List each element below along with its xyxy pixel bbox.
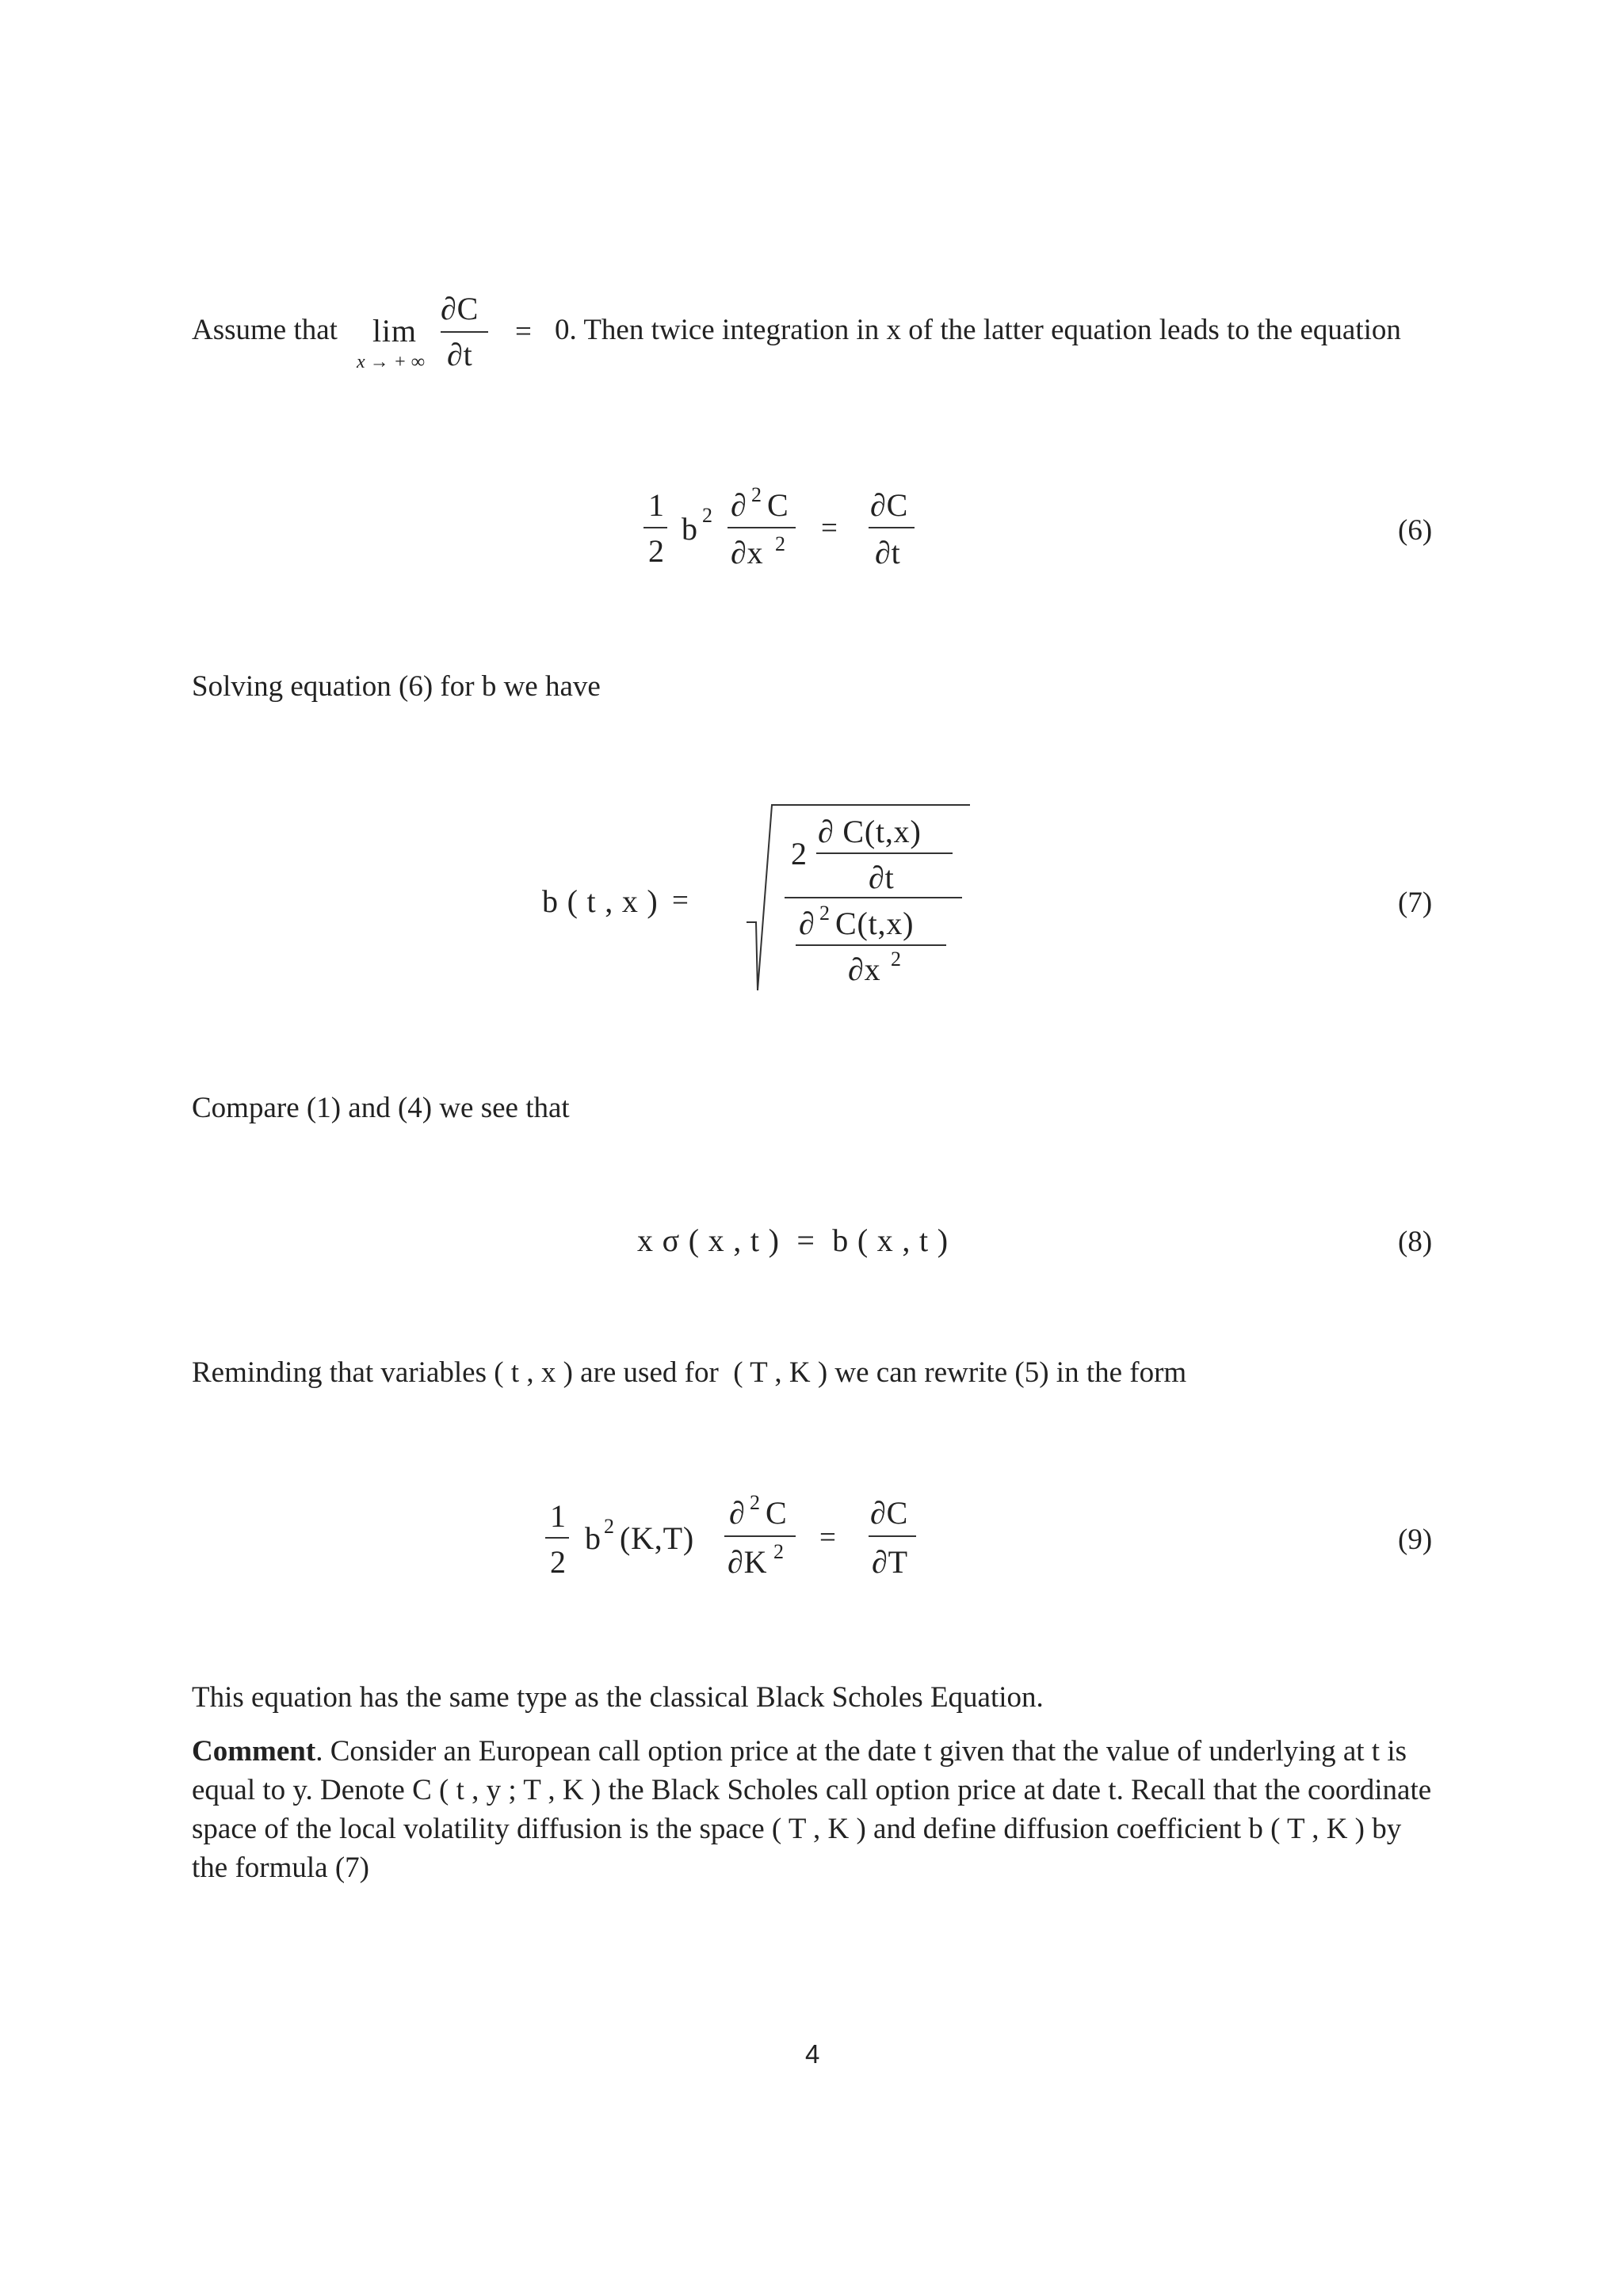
eq9-d2-numerator-partial: ∂ <box>729 1495 746 1531</box>
eq9-b-exponent: 2 <box>604 1515 614 1538</box>
eq6-d2-numerator-exponent: 2 <box>751 483 762 506</box>
eq7-top-denominator: ∂t <box>869 860 895 895</box>
eq9-equals: = <box>819 1521 836 1554</box>
eq6-b: b <box>682 511 698 547</box>
assume-text: Assume that <box>192 314 338 346</box>
lim-operator: lim <box>372 313 417 349</box>
equation-6-number: (6) <box>1398 514 1433 547</box>
eq6-equals: = <box>821 512 838 544</box>
eq7-main-bar <box>785 897 962 898</box>
eq7-equals: = <box>672 884 689 917</box>
equation-8: x σ ( x , t ) = b ( x , t ) <box>637 1222 949 1258</box>
lim-fraction-denominator: ∂t <box>447 337 473 372</box>
lim-equals: = <box>515 315 532 348</box>
page-number: 4 <box>805 2039 820 2069</box>
same-type-text: This equation has the same type as the classical Black Scholes Equation. <box>192 1681 1044 1714</box>
eq7-bottom-denominator: ∂x <box>848 952 881 987</box>
eq6-half-denominator: 2 <box>648 533 665 569</box>
eq9-b: b <box>585 1520 601 1556</box>
eq9-b-args: (K,T) <box>620 1520 694 1556</box>
eq7-top-bar <box>816 852 953 854</box>
eq9-rhs-bar <box>869 1535 916 1537</box>
equation-7-number: (7) <box>1398 887 1433 919</box>
eq6-half-bar <box>643 527 667 528</box>
eq9-d2-numerator-c: C <box>766 1495 788 1531</box>
eq6-rhs-bar <box>869 527 915 528</box>
eq7-bottom-numerator-c: C(t,x) <box>835 906 915 941</box>
eq9-d2-denominator: ∂K <box>727 1544 768 1580</box>
eq6-d2-numerator-partial: ∂ <box>731 487 747 523</box>
assume-rest-text: 0. Then twice integration in x of the latter equation leads to the equation <box>555 314 1401 346</box>
eq7-bottom-numerator-partial: ∂ <box>799 906 815 941</box>
reminding-text: Reminding that variables ( t , x ) are used for ( T , K ) we can rewrite (5) in the form <box>192 1356 1187 1389</box>
eq6-half-numerator: 1 <box>648 487 665 523</box>
lim-fraction-bar <box>441 331 488 333</box>
eq9-rhs-denominator: ∂T <box>872 1544 908 1580</box>
eq9-half-bar <box>545 1537 569 1539</box>
eq6-rhs-numerator: ∂C <box>870 487 909 523</box>
eq6-d2-denominator-exponent: 2 <box>775 532 785 555</box>
lim-subscript: x → + ∞ <box>357 352 425 372</box>
eq6-d2-numerator-c: C <box>767 487 789 523</box>
eq9-d2-denominator-exponent: 2 <box>773 1540 784 1563</box>
comment-body: . Consider an European call option price at the date t given that the value of underlying at t is equal to y. Denote C ( t , y ; T , K ) the Black Scholes call option price at date t. Recall that the coordinate space of the local volatility diffusion is the space ( T , K ) and define diffusion coefficient b ( T , K ) by the formula (7) <box>192 1735 1432 1884</box>
eq7-lhs: b ( t , x ) <box>542 883 659 919</box>
comment-paragraph <box>192 1732 1444 1887</box>
eq7-bottom-numerator-exponent: 2 <box>819 902 830 925</box>
equation-8-number: (8) <box>1398 1226 1433 1258</box>
eq9-half-numerator: 1 <box>550 1498 567 1534</box>
eq7-two: 2 <box>791 836 808 871</box>
eq6-d2-denominator: ∂x <box>731 535 764 570</box>
eq7-bottom-bar <box>796 944 946 946</box>
comment-label: Comment <box>192 1735 316 1768</box>
eq7-top-numerator: ∂ C(t,x) <box>818 814 922 849</box>
equation-9-number: (9) <box>1398 1524 1433 1556</box>
compare-text: Compare (1) and (4) we see that <box>192 1092 570 1124</box>
eq9-rhs-numerator: ∂C <box>870 1495 909 1531</box>
eq6-d2-bar <box>727 527 796 528</box>
eq6-b-exponent: 2 <box>702 504 712 527</box>
eq9-d2-numerator-exponent: 2 <box>750 1491 760 1514</box>
solving-text: Solving equation (6) for b we have <box>192 670 601 703</box>
eq9-half-denominator: 2 <box>550 1544 567 1580</box>
eq9-d2-bar <box>724 1535 796 1537</box>
eq6-rhs-denominator: ∂t <box>875 535 901 570</box>
eq7-bottom-denominator-exponent: 2 <box>891 948 901 971</box>
lim-fraction-numerator: ∂C <box>441 291 479 326</box>
